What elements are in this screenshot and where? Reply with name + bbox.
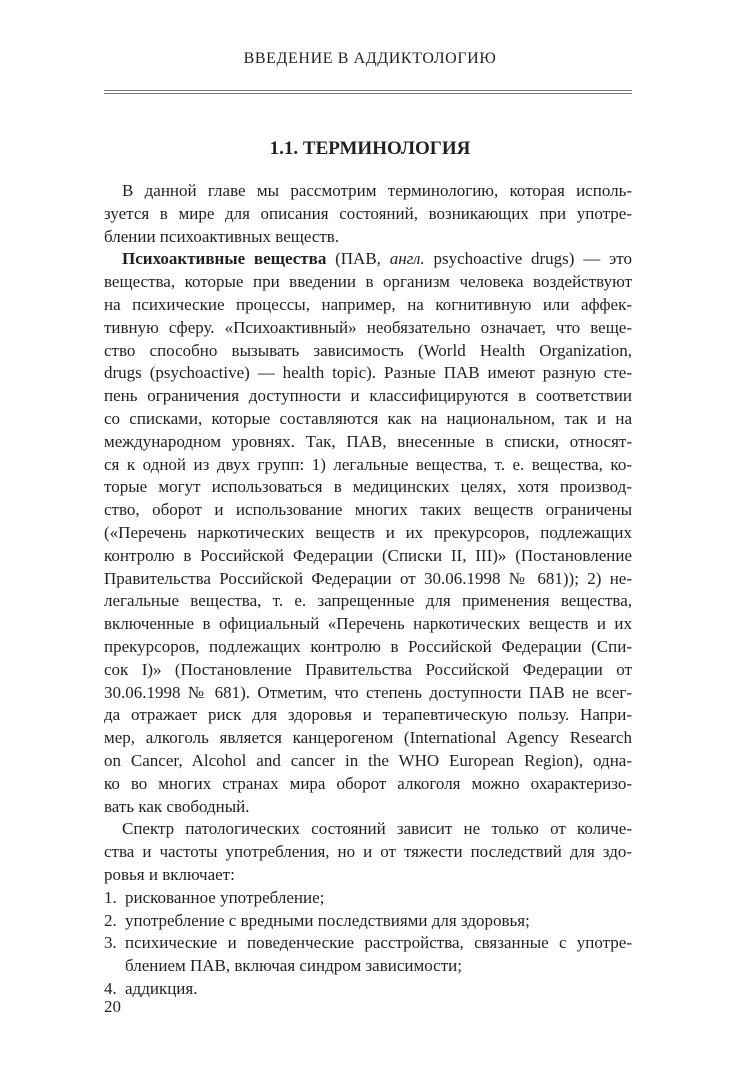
list-number: 3. <box>104 933 117 953</box>
paragraph-intro <box>104 180 632 248</box>
page-number: 20 <box>104 997 121 1016</box>
list-number: 4. <box>104 978 117 998</box>
text-line: зуется в мире для описания состояний, возникающих при употре- <box>104 203 632 223</box>
text-line <box>104 248 632 271</box>
list-text: аддикция. <box>125 978 198 998</box>
text-line: ровья и включает: <box>104 864 235 884</box>
text-line: сок I)» (Постановление Правительства Российской Федерации от <box>104 659 632 679</box>
text-line: 30.06.1998 № 681). Отметим, что степень доступности ПАВ не всег- <box>104 682 632 702</box>
text-line: на психические процессы, например, на когнитивную или аффек- <box>104 294 632 314</box>
text-line: легальные вещества, т. е. запрещенные для применения вещества, <box>104 591 632 611</box>
text-line: вать как свободный. <box>104 796 250 816</box>
body-text <box>104 180 632 1001</box>
list-item <box>104 887 632 910</box>
section-title: 1.1. ТЕРМИНОЛОГИЯ <box>269 138 471 159</box>
text-line: торые могут использоваться в медицинских целях, хотя производ- <box>104 477 632 497</box>
text-line: вещества, которые при введении в организм человека воздействуют <box>104 272 632 292</box>
text-line: международном уровнях. Так, ПАВ, внесенные в списки, относят- <box>104 431 632 451</box>
list-item <box>104 932 632 955</box>
text-line: В данной главе мы рассмотрим терминологию, которая исполь- <box>122 181 632 200</box>
text-line: ко во многих странах мира оборот алкоголя можно охарактеризо- <box>104 773 632 793</box>
text-line: drugs (psychoactive) — health topic). Разные ПАВ имеют разную сте- <box>104 363 632 383</box>
header-rule <box>104 90 632 94</box>
text-span: psychoactive drugs) — это <box>424 249 632 269</box>
text-line: ство, оборот и использование многих таких веществ ограничены <box>104 500 632 520</box>
text-line: включенные в официальный «Перечень наркотических веществ и их <box>104 614 632 634</box>
text-line: пень ограничения доступности и классифицируются в соответствии <box>104 386 632 406</box>
list-text: блением ПАВ, включая синдром зависимости; <box>125 956 462 976</box>
paragraph-definition <box>104 248 632 818</box>
text-line: on Cancer, Alcohol and cancer in the WHO European Region), одна- <box>104 750 632 770</box>
text-line: («Перечень наркотических веществ и их прекурсоров, подлежащих <box>104 522 632 542</box>
list-text: рискованное употребление; <box>125 887 325 907</box>
list-text: психические и поведенческие расстройства, связанные с употре- <box>125 933 632 953</box>
text-line: ство способно вызывать зависимость (World Health Organization, <box>104 340 632 360</box>
text-line: ства и частоты употребления, но и от тяжести последствий для здо- <box>104 842 632 862</box>
list-item <box>104 955 632 978</box>
text-line: блении психоактивных веществ. <box>104 226 340 246</box>
text-line: ся к одной из двух групп: 1) легальные вещества, т. е. вещества, ко- <box>104 454 632 474</box>
text-line: тивную сферу. «Психоактивный» необязательно означает, что веще- <box>104 317 632 337</box>
paragraph-spectrum <box>104 818 632 886</box>
running-head: ВВЕДЕНИЕ В АДДИКТОЛОГИЮ <box>243 50 497 67</box>
list-number: 2. <box>104 910 117 930</box>
list-item <box>104 978 632 1001</box>
text-line: Спектр патологических состояний зависит не только от количе- <box>122 819 632 839</box>
text-line: Правительства Российской Федерации от 30.06.1998 № 681)); 2) не- <box>104 568 632 588</box>
text-line: да отражает риск для здоровья и терапевтическую пользу. Напри- <box>104 705 632 725</box>
numbered-list <box>104 887 632 1001</box>
text-span: (ПАВ, <box>326 249 390 269</box>
list-text: употребление с вредными последствиями для здоровья; <box>125 910 530 930</box>
list-item <box>104 910 632 933</box>
text-line: мер, алкоголь является канцерогеном (International Agency Research <box>104 728 632 748</box>
text-line: со списками, которые составляются как на национальном, так и на <box>104 408 632 428</box>
text-line: прекурсоров, подлежащих контролю в Российской Федерации (Спи- <box>104 636 632 656</box>
term-bold: Психоактивные вещества <box>122 249 327 269</box>
text-line: контролю в Российской Федерации (Списки II, III)» (Постановление <box>104 545 632 565</box>
text-italic: англ. <box>389 249 425 269</box>
list-number: 1. <box>104 887 117 907</box>
